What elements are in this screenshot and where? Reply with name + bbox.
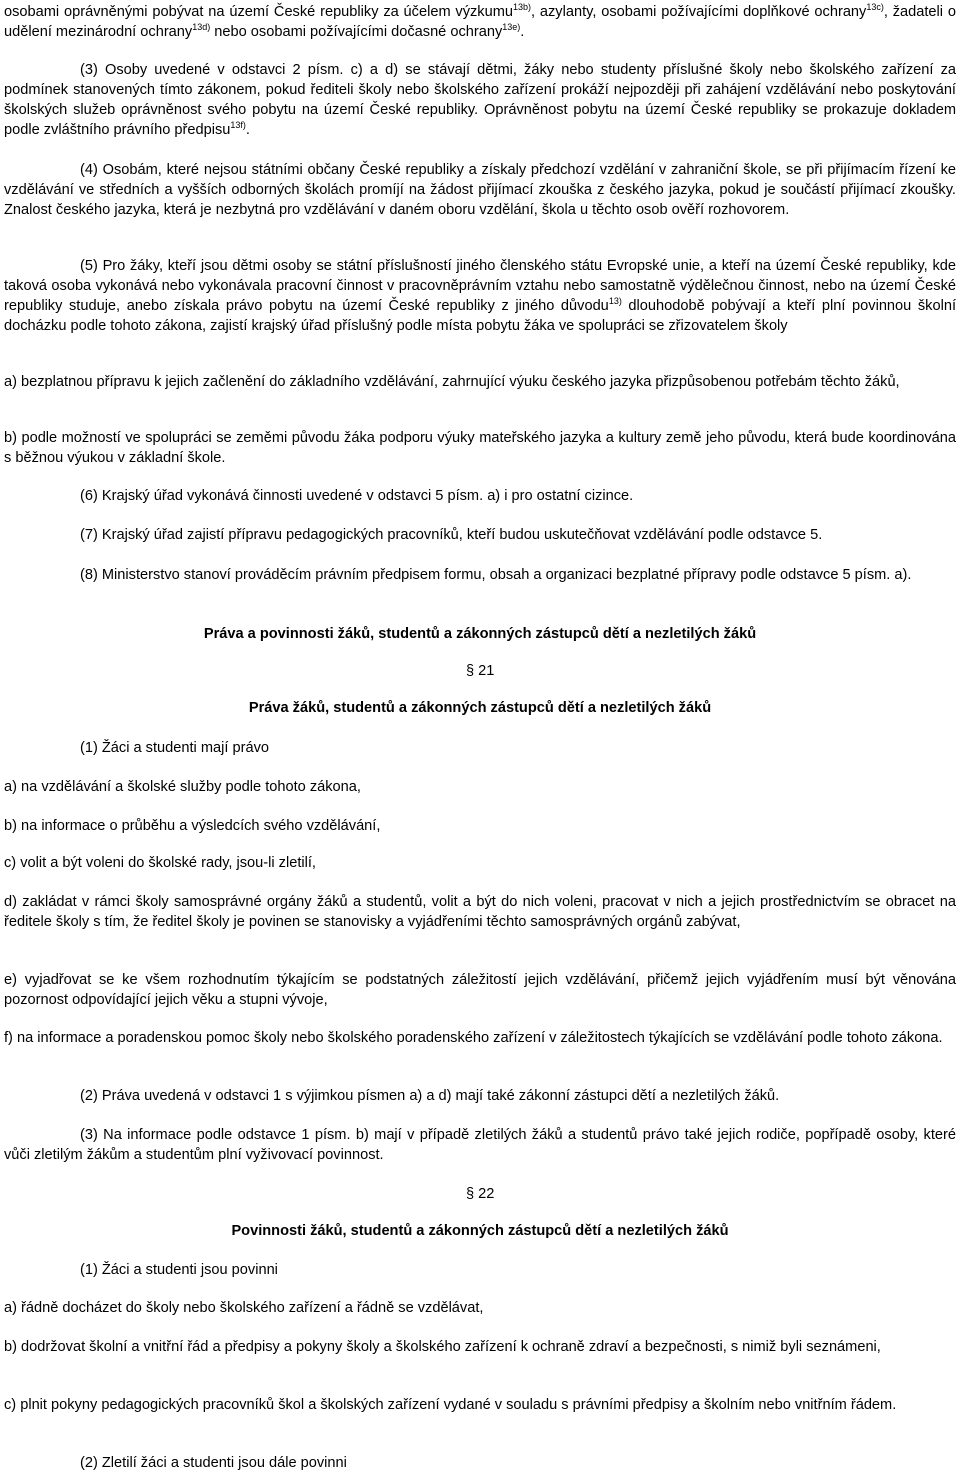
section-21-number: § 21 — [466, 663, 495, 679]
section-21-item-e: e) vyjadřovat se ke všem rozhodnutím týkajícím se podstatných záležitostí jejich vzdělávání, přičemž jejich vyjádřením musí být věnována pozornost odpovídající jejich věku a stupni vývoje, — [4, 972, 956, 1008]
paragraph-continuation: osobami oprávněnými pobývat na území České republiky za účelem výzkumu$^{13b)}$, azylanty, osobami požívajícími doplňkové ochrany$^{13c)}$, žadateli o udělení mezinárodní ochrany$^{13d)}$ nebo osobami požívajícími dočasné ochrany$^{13e)}$. — [4, 2, 956, 40]
heading-rights-and-duties: Práva a povinnosti žáků, studentů a zákonných zástupců dětí a nezletilých žáků — [203, 626, 757, 642]
section-21-item-b: b) na informace o průběhu a výsledcích svého vzdělávání, — [4, 818, 381, 834]
paragraph-7: (7) Krajský úřad zajistí přípravu pedagogických pracovníků, kteří budou uskutečňovat vzdělávání podle odstavce 5. — [80, 527, 823, 543]
section-21-item-a: a) na vzdělávání a školské služby podle tohoto zákona, — [4, 779, 361, 795]
section-21-heading: Práva žáků, studentů a zákonných zástupců dětí a nezletilých žáků — [248, 700, 712, 716]
section-21-item-f: f) na informace a poradenskou pomoc školy nebo školského poradenského zařízení v záležitostech týkajících se vzdělávání podle tohoto zákona. — [4, 1030, 943, 1046]
section-21-item-d: d) zakládat v rámci školy samosprávné orgány žáků a studentů, volit a být do nich voleni, pracovat v nich a jejich prostřednictvím se obracet na ředitele školy s tím, že ředitel školy je povinen se stanovisky a vyjádřeními těchto samosprávných orgánů zabývat, — [4, 894, 956, 930]
footnote-ref: 13d) — [192, 22, 211, 32]
section-22-number: § 22 — [466, 1186, 495, 1202]
section-21-paragraph-3: (3) Na informace podle odstavce 1 písm. b) mají v případě zletilých žáků a studentů právo také jejich rodiče, popřípadě osoby, které vůči zletilým žákům a studentům plní vyživovací povinnost. — [4, 1127, 956, 1163]
footnote-ref: 13b) — [513, 2, 532, 12]
footnote-ref: 13c) — [866, 2, 884, 12]
section-21-paragraph-1: (1) Žáci a studenti mají právo — [80, 740, 269, 756]
section-22-heading: Povinnosti žáků, studentů a zákonných zástupců dětí a nezletilých žáků — [231, 1223, 729, 1239]
paragraph-5-item-b: b) podle možností ve spolupráci se zeměmi původu žáka podporu výuky mateřského jazyka a kultury země jeho původu, která bude koordinována s běžnou výukou v základní škole. — [4, 430, 956, 466]
section-21-item-c: c) volit a být voleni do školské rady, jsou-li zletilí, — [4, 855, 316, 871]
paragraph-5: (5) Pro žáky, kteří jsou dětmi osoby se státní příslušností jiného členského státu Evropské unie, a kteří na území České republiky, kde taková osoba vykonává nebo vykonávala pracovní činnost v pracovněprávním vztahu nebo samostatně výdělečnou činnost, nebo na území České republiky studuje, anebo získala právo pobytu na území České republiky z jiného důvodu$^{13)}$ dlouhodobě pobývají a kteří plní povinnou školní docházku podle tohoto zákona, zajistí krajský úřad příslušný podle místa pobytu žáka ve spolupráci se zřizovatelem školy — [4, 258, 956, 334]
paragraph-6: (6) Krajský úřad vykonává činnosti uvedené v odstavci 5 písm. a) i pro ostatní cizince. — [80, 488, 634, 504]
footnote-ref: 13e) — [502, 22, 521, 32]
footnote-ref: 13f) — [230, 120, 246, 130]
paragraph-3: (3) Osoby uvedené v odstavci 2 písm. c) a d) se stávají dětmi, žáky nebo studenty příslušné školy nebo školského zařízení za podmínek stanovených tímto zákonem, pokud řediteli školy nebo školského zařízení prokáží nejpozději při zahájení vzdělávání nebo poskytování školských služeb oprávněnost svého pobytu na území České republiky. Oprávněnost pobytu na území České republiky se prokazuje dokladem podle zvláštního právního předpisu$^{13f)}$. — [4, 62, 956, 138]
footnote-ref: 13) — [608, 296, 622, 306]
paragraph-4: (4) Osobám, které nejsou státními občany České republiky a získaly předchozí vzdělání v zahraniční škole, se při přijímacím řízení ke vzdělávání ve středních a vyšších odborných školách promíjí na žádost přijímací zkouška z českého jazyka, pokud je součástí přijímací zkoušky. Znalost českého jazyka, která je nezbytná pro vzdělávání v daném oboru vzdělání, škola u těchto osob ověří rozhovorem. — [4, 162, 956, 218]
paragraph-8: (8) Ministerstvo stanoví prováděcím právním předpisem formu, obsah a organizaci bezplatné přípravy podle odstavce 5 písm. a). — [80, 567, 912, 583]
section-22-item-c: c) plnit pokyny pedagogických pracovníků škol a školských zařízení vydané v souladu s právními předpisy a školním nebo vnitřním řádem. — [4, 1397, 897, 1413]
paragraph-5-item-a: a) bezplatnou přípravu k jejich začlenění do základního vzdělávání, zahrnující výuku českého jazyka přizpůsobenou potřebám těchto žáků, — [4, 374, 900, 390]
section-22-paragraph-2: (2) Zletilí žáci a studenti jsou dále povinni — [80, 1455, 347, 1471]
section-22-item-b: b) dodržovat školní a vnitřní řád a předpisy a pokyny školy a školského zařízení k ochraně zdraví a bezpečnosti, s nimiž byli seznámeni, — [4, 1339, 881, 1355]
section-22-paragraph-1: (1) Žáci a studenti jsou povinni — [80, 1262, 278, 1278]
section-21-paragraph-2: (2) Práva uvedená v odstavci 1 s výjimkou písmen a) a d) mají také zákonní zástupci dětí a nezletilých žáků. — [80, 1088, 780, 1104]
section-22-item-a: a) řádně docházet do školy nebo školského zařízení a řádně se vzdělávat, — [4, 1300, 484, 1316]
